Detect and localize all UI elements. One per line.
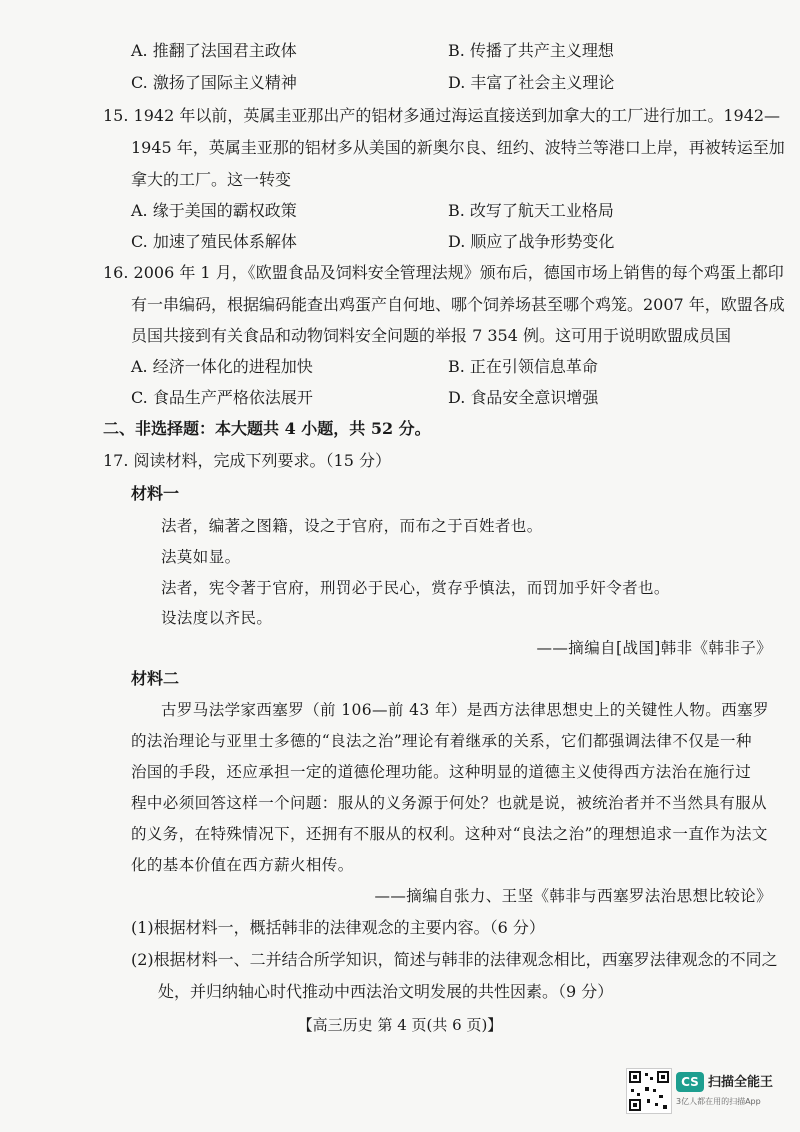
material2-line: 程中必须回答这样一个问题：服从的义务源于何处？也就是说，被统治者并不当然具有服从: [131, 794, 768, 812]
material2-line: 化的基本价值在西方薪火相传。: [131, 856, 354, 874]
material1-line: 设法度以齐民。: [161, 609, 273, 627]
material1-source: ——摘编自[战国]韩非《韩非子》: [536, 639, 772, 657]
q15-option-c: C. 加速了殖民体系解体: [131, 232, 297, 251]
material1-line: 法者，编著之图籍，设之于官府，而布之于百姓者也。: [161, 517, 543, 535]
q16-option-a: A. 经济一体化的进程加快: [131, 357, 313, 376]
q17-stem: 17. 阅读材料，完成下列要求。（15 分）: [103, 451, 391, 470]
q14-option-b: B. 传播了共产主义理想: [448, 41, 614, 60]
material1-line: 法莫如显。: [161, 548, 241, 566]
section-heading: 二、非选择题：本大题共 4 小题，共 52 分。: [103, 419, 431, 438]
q15-line: 1945 年，英属圭亚那的铝材多从美国的新奥尔良、纽约、波特兰等港口上岸，再被转运至加: [131, 138, 785, 157]
material1-line: 法者，宪令著于官府，刑罚必于民心，赏存乎慎法，而罚加乎奸令者也。: [161, 579, 670, 597]
page-footer: 【高三历史 第 4 页(共 6 页)】: [297, 1016, 503, 1034]
q15-line: 15. 1942 年以前，英属圭亚那出产的铝材多通过海运直接送到加拿大的工厂进行加工。1942—: [103, 106, 781, 125]
q14-option-a: A. 推翻了法国君主政体: [131, 41, 297, 60]
q15-option-d: D. 顺应了战争形势变化: [448, 232, 615, 251]
material2-line: 的法治理论与亚里士多德的“良法之治”理论有着继承的关系，它们都强调法律不仅是一种: [131, 732, 752, 750]
q17-sub2-line: 处，并归纳轴心时代推动中西法治文明发展的共性因素。（9 分）: [158, 982, 614, 1001]
material2-line: 的义务，在特殊情况下，还拥有不服从的权利。这种对“良法之治”的理想追求一直作为法文: [131, 825, 768, 843]
material2-line: 治国的手段，还应承担一定的道德伦理功能。这种明显的道德主义使得西方法治在施行过: [131, 763, 752, 781]
q17-sub2-line: (2)根据材料一、二并结合所学知识，简述与韩非的法律观念相比，西塞罗法律观念的不同之: [131, 950, 778, 969]
q16-option-c: C. 食品生产严格依法展开: [131, 388, 313, 407]
q14-option-c: C. 激扬了国际主义精神: [131, 73, 297, 92]
qr-code-icon: [626, 1068, 672, 1114]
material2-label: 材料二: [131, 669, 180, 688]
q15-option-a: A. 缘于美国的霸权政策: [131, 201, 297, 220]
scanner-tagline: 3亿人都在用的扫描App: [676, 1097, 761, 1106]
q17-sub1: (1)根据材料一，概括韩非的法律观念的主要内容。（6 分）: [131, 918, 545, 937]
material2-source: ——摘编自张力、王坚《韩非与西塞罗法治思想比较论》: [374, 887, 772, 905]
q15-option-b: B. 改写了航天工业格局: [448, 201, 614, 220]
q16-line: 有一串编码，根据编码能查出鸡蛋产自何地、哪个饲养场甚至哪个鸡笼。2007 年，欧盟各成: [131, 295, 785, 314]
q15-line: 拿大的工厂。这一转变: [131, 170, 292, 189]
q16-line: 16. 2006 年 1 月，《欧盟食品及饲料安全管理法规》颁布后，德国市场上销售的每个鸡蛋上都印: [103, 263, 784, 282]
q16-option-b: B. 正在引领信息革命: [448, 357, 598, 376]
material2-line: 古罗马法学家西塞罗（前 106—前 43 年）是西方法律思想史上的关键性人物。西塞罗: [161, 701, 769, 719]
scanner-watermark: [626, 1068, 786, 1118]
q16-line: 员国共接到有关食品和动物饲料安全问题的举报 7 354 例。这可用于说明欧盟成员国: [131, 326, 731, 345]
q16-option-d: D. 食品安全意识增强: [448, 388, 599, 407]
scanner-app-name: 扫描全能王: [708, 1075, 774, 1090]
q14-option-d: D. 丰富了社会主义理论: [448, 73, 615, 92]
cs-logo-icon: CS: [676, 1072, 704, 1092]
material1-label: 材料一: [131, 484, 180, 503]
